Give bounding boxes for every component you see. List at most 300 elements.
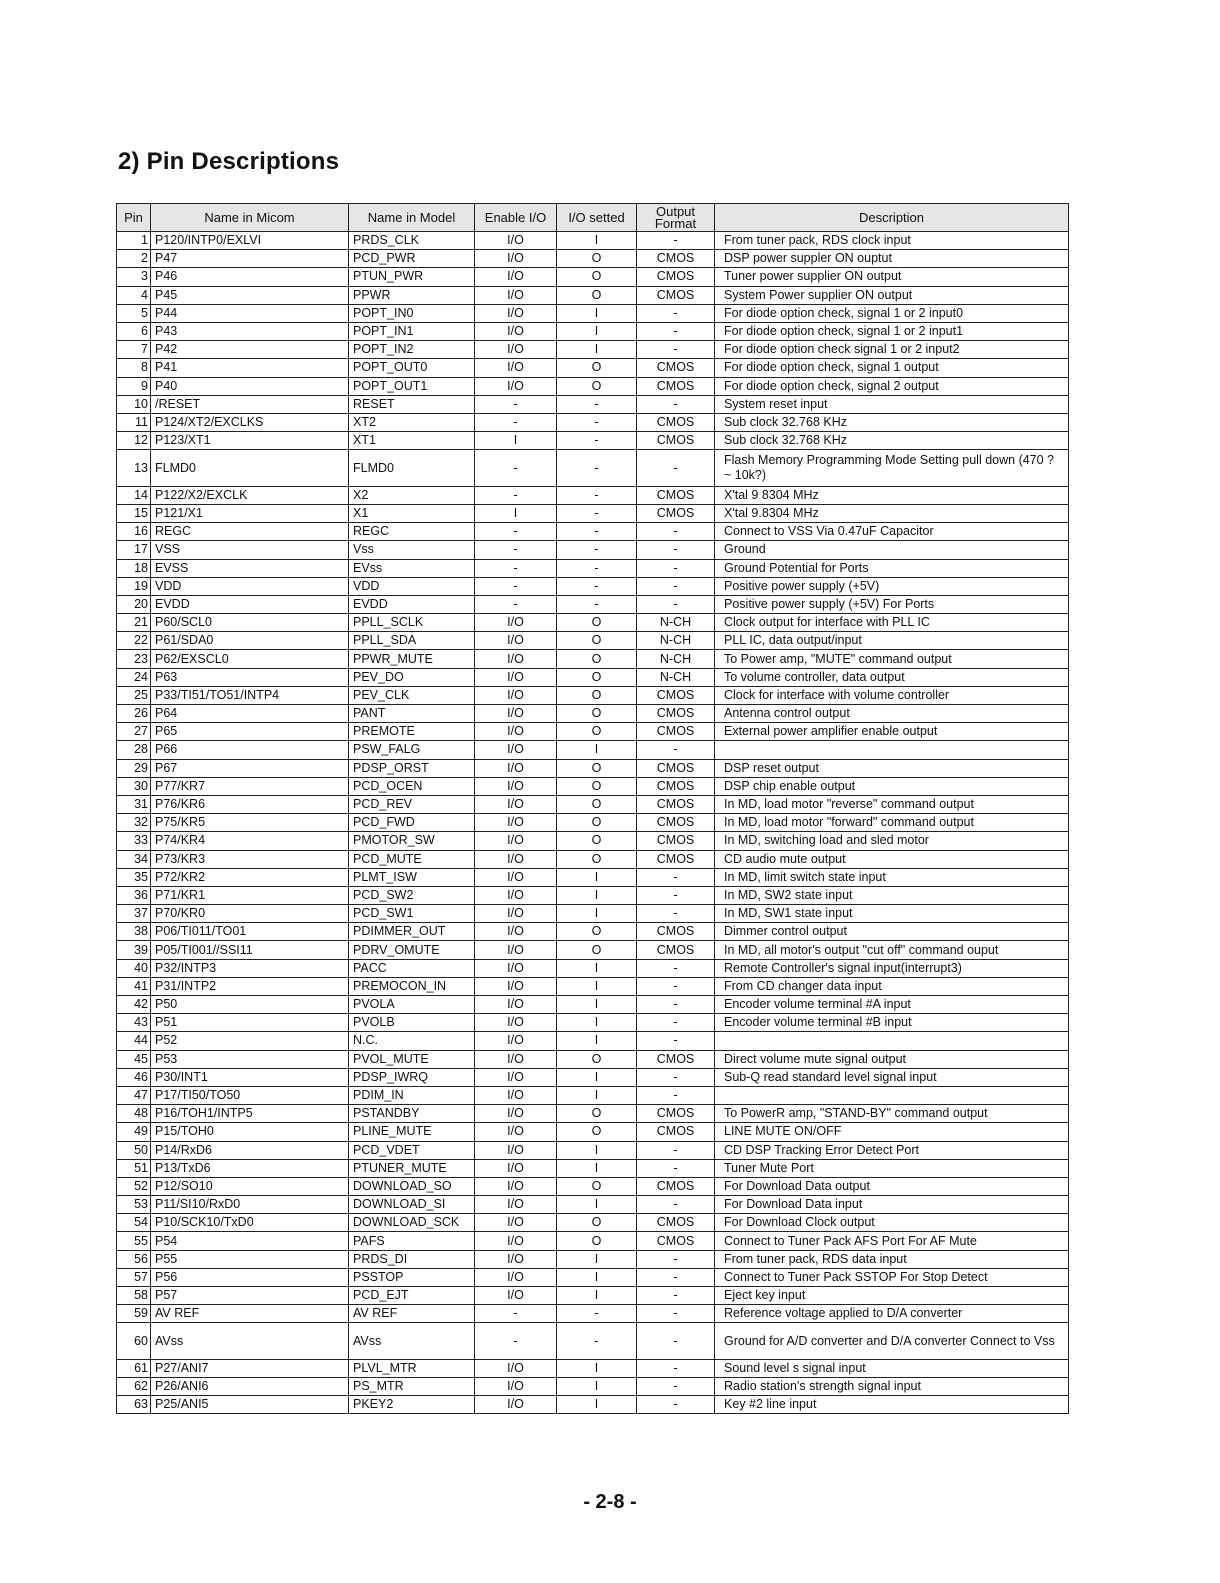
output-format-cell: CMOS bbox=[637, 1232, 715, 1250]
description-cell: X'tal 9.8304 MHz bbox=[715, 504, 1069, 522]
table-row bbox=[117, 977, 1069, 995]
output-format-cell: CMOS bbox=[637, 1123, 715, 1141]
model-name-cell: POPT_OUT1 bbox=[349, 377, 475, 395]
io-setted-cell: - bbox=[557, 432, 637, 450]
enable-io-cell: - bbox=[475, 559, 557, 577]
output-format-cell: CMOS bbox=[637, 1177, 715, 1195]
description-cell: Ground Potential for Ports bbox=[715, 559, 1069, 577]
model-name-cell: PPLL_SCLK bbox=[349, 614, 475, 632]
column-header-enable-io: Enable I/O bbox=[475, 204, 557, 232]
enable-io-cell: - bbox=[475, 1323, 557, 1360]
table-row bbox=[117, 286, 1069, 304]
enable-io-cell: I/O bbox=[475, 868, 557, 886]
io-setted-cell: - bbox=[557, 413, 637, 431]
enable-io-cell: I/O bbox=[475, 1105, 557, 1123]
micom-name-cell: P10/SCK10/TxD0 bbox=[151, 1214, 349, 1232]
pin-number-cell: 52 bbox=[117, 1177, 151, 1195]
micom-name-cell: P41 bbox=[151, 359, 349, 377]
output-format-cell: CMOS bbox=[637, 504, 715, 522]
model-name-cell: POPT_OUT0 bbox=[349, 359, 475, 377]
enable-io-cell: I/O bbox=[475, 341, 557, 359]
table-row bbox=[117, 559, 1069, 577]
enable-io-cell: I/O bbox=[475, 377, 557, 395]
io-setted-cell: - bbox=[557, 541, 637, 559]
io-setted-cell: I bbox=[557, 1014, 637, 1032]
pin-number-cell: 1 bbox=[117, 232, 151, 250]
output-format-cell: - bbox=[637, 595, 715, 613]
model-name-cell: PRDS_DI bbox=[349, 1250, 475, 1268]
pin-number-cell: 51 bbox=[117, 1159, 151, 1177]
enable-io-cell: I/O bbox=[475, 1032, 557, 1050]
description-cell: System reset input bbox=[715, 395, 1069, 413]
output-format-cell: CMOS bbox=[637, 941, 715, 959]
description-cell: X'tal 9 8304 MHz bbox=[715, 486, 1069, 504]
model-name-cell: PACC bbox=[349, 959, 475, 977]
output-format-cell: - bbox=[637, 977, 715, 995]
output-format-cell: - bbox=[637, 1378, 715, 1396]
pin-number-cell: 61 bbox=[117, 1359, 151, 1377]
micom-name-cell: P63 bbox=[151, 668, 349, 686]
micom-name-cell: P70/KR0 bbox=[151, 905, 349, 923]
pin-number-cell: 53 bbox=[117, 1196, 151, 1214]
pin-number-cell: 7 bbox=[117, 341, 151, 359]
output-format-cell: CMOS bbox=[637, 486, 715, 504]
table-row bbox=[117, 304, 1069, 322]
micom-name-cell: P27/ANI7 bbox=[151, 1359, 349, 1377]
io-setted-cell: I bbox=[557, 996, 637, 1014]
enable-io-cell: I/O bbox=[475, 1050, 557, 1068]
description-cell: From tuner pack, RDS clock input bbox=[715, 232, 1069, 250]
description-cell: In MD, load motor "forward" command output bbox=[715, 814, 1069, 832]
io-setted-cell: O bbox=[557, 377, 637, 395]
output-format-cell: - bbox=[637, 868, 715, 886]
io-setted-cell: O bbox=[557, 723, 637, 741]
table-row bbox=[117, 1287, 1069, 1305]
micom-name-cell: P14/RxD6 bbox=[151, 1141, 349, 1159]
description-cell: Positive power supply (+5V) For Ports bbox=[715, 595, 1069, 613]
io-setted-cell: I bbox=[557, 741, 637, 759]
output-format-cell: N-CH bbox=[637, 632, 715, 650]
micom-name-cell: P43 bbox=[151, 322, 349, 340]
model-name-cell: PCD_SW2 bbox=[349, 886, 475, 904]
enable-io-cell: I/O bbox=[475, 614, 557, 632]
table-row bbox=[117, 1032, 1069, 1050]
model-name-cell: DOWNLOAD_SCK bbox=[349, 1214, 475, 1232]
output-format-header-text: Output Format bbox=[654, 203, 697, 231]
micom-name-cell: P45 bbox=[151, 286, 349, 304]
micom-name-cell: /RESET bbox=[151, 395, 349, 413]
output-format-cell: N-CH bbox=[637, 668, 715, 686]
output-format-cell: - bbox=[637, 322, 715, 340]
io-setted-cell: O bbox=[557, 1105, 637, 1123]
description-cell: LINE MUTE ON/OFF bbox=[715, 1123, 1069, 1141]
description-cell bbox=[715, 1032, 1069, 1050]
pin-number-cell: 55 bbox=[117, 1232, 151, 1250]
table-row bbox=[117, 1305, 1069, 1323]
pin-number-cell: 8 bbox=[117, 359, 151, 377]
table-row bbox=[117, 1050, 1069, 1068]
micom-name-cell: P25/ANI5 bbox=[151, 1396, 349, 1414]
enable-io-cell: - bbox=[475, 523, 557, 541]
output-format-cell: - bbox=[637, 541, 715, 559]
table-row bbox=[117, 814, 1069, 832]
description-cell: Sub-Q read standard level signal input bbox=[715, 1068, 1069, 1086]
model-name-cell: Vss bbox=[349, 541, 475, 559]
model-name-cell: PMOTOR_SW bbox=[349, 832, 475, 850]
description-cell: Positive power supply (+5V) bbox=[715, 577, 1069, 595]
enable-io-cell: I bbox=[475, 432, 557, 450]
table-row bbox=[117, 686, 1069, 704]
description-cell: From tuner pack, RDS data input bbox=[715, 1250, 1069, 1268]
pin-number-cell: 21 bbox=[117, 614, 151, 632]
description-cell: Connect to Tuner Pack SSTOP For Stop Detect bbox=[715, 1268, 1069, 1286]
micom-name-cell: P57 bbox=[151, 1287, 349, 1305]
enable-io-cell: I/O bbox=[475, 286, 557, 304]
pin-number-cell: 19 bbox=[117, 577, 151, 595]
micom-name-cell: P06/TI011/TO01 bbox=[151, 923, 349, 941]
enable-io-cell: I/O bbox=[475, 1287, 557, 1305]
io-setted-cell: - bbox=[557, 595, 637, 613]
enable-io-cell: I/O bbox=[475, 1196, 557, 1214]
io-setted-cell: O bbox=[557, 1050, 637, 1068]
enable-io-cell: I/O bbox=[475, 686, 557, 704]
output-format-cell: - bbox=[637, 341, 715, 359]
enable-io-cell: - bbox=[475, 577, 557, 595]
model-name-cell: PLVL_MTR bbox=[349, 1359, 475, 1377]
description-cell: For Download Clock output bbox=[715, 1214, 1069, 1232]
pin-number-cell: 58 bbox=[117, 1287, 151, 1305]
description-cell: In MD, all motor's output "cut off" command ouput bbox=[715, 941, 1069, 959]
io-setted-cell: - bbox=[557, 1305, 637, 1323]
pin-number-cell: 43 bbox=[117, 1014, 151, 1032]
enable-io-cell: I/O bbox=[475, 632, 557, 650]
micom-name-cell: EVSS bbox=[151, 559, 349, 577]
enable-io-cell: I/O bbox=[475, 232, 557, 250]
model-name-cell: PPWR bbox=[349, 286, 475, 304]
enable-io-cell: I/O bbox=[475, 1159, 557, 1177]
output-format-cell: - bbox=[637, 304, 715, 322]
model-name-cell: PEV_DO bbox=[349, 668, 475, 686]
description-cell: DSP reset output bbox=[715, 759, 1069, 777]
model-name-cell: PS_MTR bbox=[349, 1378, 475, 1396]
enable-io-cell: I/O bbox=[475, 1214, 557, 1232]
enable-io-cell: I/O bbox=[475, 795, 557, 813]
micom-name-cell: EVDD bbox=[151, 595, 349, 613]
table-row bbox=[117, 486, 1069, 504]
table-row bbox=[117, 668, 1069, 686]
table-row bbox=[117, 1250, 1069, 1268]
model-name-cell: PSTANDBY bbox=[349, 1105, 475, 1123]
output-format-cell: CMOS bbox=[637, 814, 715, 832]
micom-name-cell: P124/XT2/EXCLKS bbox=[151, 413, 349, 431]
io-setted-cell: O bbox=[557, 250, 637, 268]
table-row bbox=[117, 1014, 1069, 1032]
io-setted-cell: I bbox=[557, 1032, 637, 1050]
output-format-cell: CMOS bbox=[637, 1050, 715, 1068]
pin-number-cell: 48 bbox=[117, 1105, 151, 1123]
model-name-cell: EVss bbox=[349, 559, 475, 577]
pin-number-cell: 46 bbox=[117, 1068, 151, 1086]
io-setted-cell: O bbox=[557, 686, 637, 704]
io-setted-cell: I bbox=[557, 977, 637, 995]
micom-name-cell: P55 bbox=[151, 1250, 349, 1268]
enable-io-cell: I/O bbox=[475, 741, 557, 759]
description-cell: In MD, SW1 state input bbox=[715, 905, 1069, 923]
table-row bbox=[117, 1396, 1069, 1414]
io-setted-cell: I bbox=[557, 1068, 637, 1086]
table-row bbox=[117, 777, 1069, 795]
micom-name-cell: P76/KR6 bbox=[151, 795, 349, 813]
io-setted-cell: - bbox=[557, 504, 637, 522]
micom-name-cell: P65 bbox=[151, 723, 349, 741]
model-name-cell: PPWR_MUTE bbox=[349, 650, 475, 668]
table-row bbox=[117, 450, 1069, 487]
micom-name-cell: P123/XT1 bbox=[151, 432, 349, 450]
enable-io-cell: I/O bbox=[475, 1123, 557, 1141]
io-setted-cell: I bbox=[557, 886, 637, 904]
io-setted-cell: O bbox=[557, 705, 637, 723]
description-cell: CD audio mute output bbox=[715, 850, 1069, 868]
enable-io-cell: - bbox=[475, 395, 557, 413]
table-row bbox=[117, 1214, 1069, 1232]
output-format-cell: - bbox=[637, 577, 715, 595]
enable-io-cell: I/O bbox=[475, 759, 557, 777]
pin-number-cell: 23 bbox=[117, 650, 151, 668]
pin-number-cell: 10 bbox=[117, 395, 151, 413]
description-cell: DSP power suppler ON ouptut bbox=[715, 250, 1069, 268]
micom-name-cell: P60/SCL0 bbox=[151, 614, 349, 632]
model-name-cell: AV REF bbox=[349, 1305, 475, 1323]
table-row bbox=[117, 632, 1069, 650]
enable-io-cell: I bbox=[475, 504, 557, 522]
pin-number-cell: 35 bbox=[117, 868, 151, 886]
pin-number-cell: 34 bbox=[117, 850, 151, 868]
io-setted-cell: I bbox=[557, 959, 637, 977]
model-name-cell: POPT_IN0 bbox=[349, 304, 475, 322]
pin-number-cell: 25 bbox=[117, 686, 151, 704]
io-setted-cell: O bbox=[557, 614, 637, 632]
io-setted-cell: O bbox=[557, 359, 637, 377]
io-setted-cell: O bbox=[557, 668, 637, 686]
table-row bbox=[117, 1141, 1069, 1159]
table-row bbox=[117, 850, 1069, 868]
micom-name-cell: P56 bbox=[151, 1268, 349, 1286]
output-format-cell: N-CH bbox=[637, 650, 715, 668]
micom-name-cell: P32/INTP3 bbox=[151, 959, 349, 977]
io-setted-cell: I bbox=[557, 1196, 637, 1214]
description-cell bbox=[715, 741, 1069, 759]
table-row bbox=[117, 1359, 1069, 1377]
table-row bbox=[117, 341, 1069, 359]
pin-number-cell: 20 bbox=[117, 595, 151, 613]
enable-io-cell: I/O bbox=[475, 1141, 557, 1159]
pin-number-cell: 2 bbox=[117, 250, 151, 268]
output-format-cell: CMOS bbox=[637, 777, 715, 795]
io-setted-cell: I bbox=[557, 1268, 637, 1286]
table-row bbox=[117, 723, 1069, 741]
model-name-cell: POPT_IN2 bbox=[349, 341, 475, 359]
pin-number-cell: 54 bbox=[117, 1214, 151, 1232]
pin-number-cell: 17 bbox=[117, 541, 151, 559]
description-cell: Remote Controller's signal input(interrupt3) bbox=[715, 959, 1069, 977]
table-row bbox=[117, 650, 1069, 668]
description-cell: Dimmer control output bbox=[715, 923, 1069, 941]
enable-io-cell: I/O bbox=[475, 322, 557, 340]
pin-number-cell: 4 bbox=[117, 286, 151, 304]
output-format-cell: - bbox=[637, 1159, 715, 1177]
enable-io-cell: I/O bbox=[475, 650, 557, 668]
model-name-cell: PDSP_ORST bbox=[349, 759, 475, 777]
output-format-cell: CMOS bbox=[637, 923, 715, 941]
pin-number-cell: 49 bbox=[117, 1123, 151, 1141]
enable-io-cell: I/O bbox=[475, 814, 557, 832]
model-name-cell: PCD_FWD bbox=[349, 814, 475, 832]
io-setted-cell: I bbox=[557, 905, 637, 923]
description-cell: Eject key input bbox=[715, 1287, 1069, 1305]
model-name-cell: PVOL_MUTE bbox=[349, 1050, 475, 1068]
model-name-cell: PDIMMER_OUT bbox=[349, 923, 475, 941]
enable-io-cell: - bbox=[475, 413, 557, 431]
enable-io-cell: I/O bbox=[475, 1378, 557, 1396]
pin-number-cell: 63 bbox=[117, 1396, 151, 1414]
output-format-cell: CMOS bbox=[637, 413, 715, 431]
description-cell: Clock for interface with volume controller bbox=[715, 686, 1069, 704]
io-setted-cell: I bbox=[557, 322, 637, 340]
output-format-cell: - bbox=[637, 1141, 715, 1159]
column-header-name-in-model: Name in Model bbox=[349, 204, 475, 232]
pin-number-cell: 30 bbox=[117, 777, 151, 795]
model-name-cell: PCD_MUTE bbox=[349, 850, 475, 868]
model-name-cell: PCD_REV bbox=[349, 795, 475, 813]
micom-name-cell: VDD bbox=[151, 577, 349, 595]
output-format-cell: - bbox=[637, 1032, 715, 1050]
table-row bbox=[117, 1068, 1069, 1086]
io-setted-cell: O bbox=[557, 832, 637, 850]
pin-number-cell: 29 bbox=[117, 759, 151, 777]
micom-name-cell: P42 bbox=[151, 341, 349, 359]
table-header-row bbox=[117, 204, 1069, 232]
pin-number-cell: 28 bbox=[117, 741, 151, 759]
description-cell: To volume controller, data output bbox=[715, 668, 1069, 686]
model-name-cell: PSW_FALG bbox=[349, 741, 475, 759]
micom-name-cell: P33/TI51/TO51/INTP4 bbox=[151, 686, 349, 704]
io-setted-cell: - bbox=[557, 523, 637, 541]
model-name-cell: AVss bbox=[349, 1323, 475, 1360]
description-cell: In MD, limit switch state input bbox=[715, 868, 1069, 886]
table-row bbox=[117, 1086, 1069, 1104]
micom-name-cell: P47 bbox=[151, 250, 349, 268]
micom-name-cell: P61/SDA0 bbox=[151, 632, 349, 650]
micom-name-cell: AVss bbox=[151, 1323, 349, 1360]
model-name-cell: PDRV_OMUTE bbox=[349, 941, 475, 959]
model-name-cell: PRDS_CLK bbox=[349, 232, 475, 250]
output-format-cell: CMOS bbox=[637, 686, 715, 704]
table-row bbox=[117, 1105, 1069, 1123]
io-setted-cell: I bbox=[557, 304, 637, 322]
enable-io-cell: I/O bbox=[475, 1177, 557, 1195]
io-setted-cell: - bbox=[557, 559, 637, 577]
model-name-cell: PCD_EJT bbox=[349, 1287, 475, 1305]
output-format-cell: CMOS bbox=[637, 1105, 715, 1123]
enable-io-cell: I/O bbox=[475, 996, 557, 1014]
model-name-cell: XT1 bbox=[349, 432, 475, 450]
table-row bbox=[117, 377, 1069, 395]
micom-name-cell: P62/EXSCL0 bbox=[151, 650, 349, 668]
description-cell: Sound level s signal input bbox=[715, 1359, 1069, 1377]
description-cell: External power amplifier enable output bbox=[715, 723, 1069, 741]
output-format-cell: CMOS bbox=[637, 759, 715, 777]
description-cell: For diode option check, signal 2 output bbox=[715, 377, 1069, 395]
model-name-cell: PCD_VDET bbox=[349, 1141, 475, 1159]
pin-number-cell: 42 bbox=[117, 996, 151, 1014]
micom-name-cell: FLMD0 bbox=[151, 450, 349, 487]
micom-name-cell: P75/KR5 bbox=[151, 814, 349, 832]
model-name-cell: PCD_OCEN bbox=[349, 777, 475, 795]
model-name-cell: PSSTOP bbox=[349, 1268, 475, 1286]
model-name-cell: RESET bbox=[349, 395, 475, 413]
enable-io-cell: I/O bbox=[475, 250, 557, 268]
model-name-cell: XT2 bbox=[349, 413, 475, 431]
enable-io-cell: I/O bbox=[475, 959, 557, 977]
output-format-cell: - bbox=[637, 996, 715, 1014]
pin-number-cell: 41 bbox=[117, 977, 151, 995]
column-header-name-in-micom: Name in Micom bbox=[151, 204, 349, 232]
table-row bbox=[117, 905, 1069, 923]
micom-name-cell: P40 bbox=[151, 377, 349, 395]
description-cell: From CD changer data input bbox=[715, 977, 1069, 995]
micom-name-cell: P120/INTP0/EXLVI bbox=[151, 232, 349, 250]
table-row bbox=[117, 541, 1069, 559]
enable-io-cell: - bbox=[475, 595, 557, 613]
output-format-cell: CMOS bbox=[637, 1214, 715, 1232]
micom-name-cell: P16/TOH1/INTP5 bbox=[151, 1105, 349, 1123]
pin-number-cell: 9 bbox=[117, 377, 151, 395]
table-row bbox=[117, 1159, 1069, 1177]
pin-number-cell: 13 bbox=[117, 450, 151, 487]
enable-io-cell: I/O bbox=[475, 304, 557, 322]
io-setted-cell: I bbox=[557, 868, 637, 886]
micom-name-cell: P72/KR2 bbox=[151, 868, 349, 886]
column-header-io-setted: I/O setted bbox=[557, 204, 637, 232]
output-format-cell: CMOS bbox=[637, 432, 715, 450]
model-name-cell: PLINE_MUTE bbox=[349, 1123, 475, 1141]
output-format-cell: - bbox=[637, 232, 715, 250]
description-cell: Radio station's strength signal input bbox=[715, 1378, 1069, 1396]
output-format-cell: - bbox=[637, 886, 715, 904]
table-row bbox=[117, 886, 1069, 904]
enable-io-cell: I/O bbox=[475, 1068, 557, 1086]
model-name-cell: PTUNER_MUTE bbox=[349, 1159, 475, 1177]
io-setted-cell: I bbox=[557, 1086, 637, 1104]
enable-io-cell: - bbox=[475, 450, 557, 487]
micom-name-cell: P46 bbox=[151, 268, 349, 286]
description-cell: For diode option check, signal 1 or 2 input1 bbox=[715, 322, 1069, 340]
model-name-cell: PPLL_SDA bbox=[349, 632, 475, 650]
table-row bbox=[117, 705, 1069, 723]
description-cell: System Power supplier ON output bbox=[715, 286, 1069, 304]
io-setted-cell: O bbox=[557, 1123, 637, 1141]
io-setted-cell: I bbox=[557, 341, 637, 359]
io-setted-cell: I bbox=[557, 1141, 637, 1159]
micom-name-cell: P51 bbox=[151, 1014, 349, 1032]
description-cell: For Download Data output bbox=[715, 1177, 1069, 1195]
pin-number-cell: 6 bbox=[117, 322, 151, 340]
pin-number-cell: 44 bbox=[117, 1032, 151, 1050]
description-cell: Flash Memory Programming Mode Setting pull down (470 ? ~ 10k?) bbox=[715, 450, 1069, 487]
pin-number-cell: 26 bbox=[117, 705, 151, 723]
table-row bbox=[117, 1196, 1069, 1214]
output-format-cell: - bbox=[637, 741, 715, 759]
